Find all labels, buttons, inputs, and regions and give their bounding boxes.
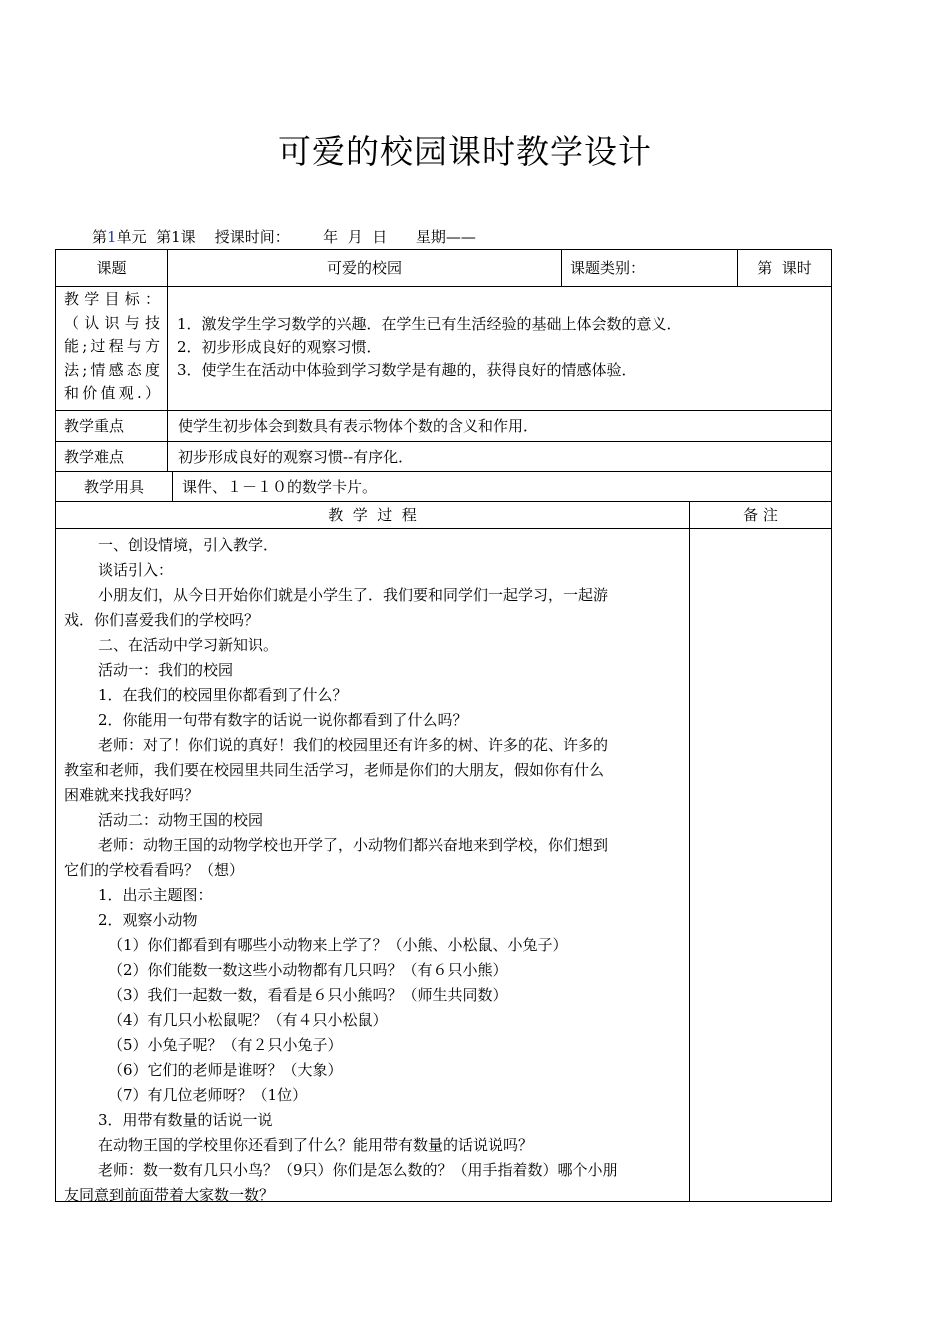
process-line: 1．出示主题图：: [98, 886, 213, 904]
process-line: 谈话引入：: [98, 561, 174, 579]
column-divider: [172, 471, 173, 501]
goals-label-line: 能;过程与方: [64, 337, 160, 356]
process-line: （2）你们能数一数这些小动物都有几只吗？（有６只小熊）: [108, 961, 508, 979]
row-divider: [55, 286, 832, 287]
process-line: 3．用带有数量的话说一说: [98, 1111, 273, 1129]
process-line: （1）你们都看到有哪些小动物来上学了？（小熊、小松鼠、小兔子）: [108, 936, 568, 954]
process-line: 老师：数一数有几只小鸟？（9只）你们是怎么数的？（用手指着数）哪个小朋: [98, 1161, 618, 1179]
goal-item: 2．初步形成良好的观察习惯．: [177, 338, 382, 356]
process-line: 在动物王国的学校里你还看到了什么？能用带有数量的话说说吗？: [98, 1136, 534, 1154]
lesson-meta: [92, 226, 476, 247]
goal-item: 1．激发学生学习数学的兴趣．在学生已有生活经验的基础上体会数的意义．: [177, 315, 682, 333]
notes-header: 备 注: [743, 506, 778, 524]
process-line: 友同意到前面带着大家数一数？: [64, 1186, 275, 1204]
weekday-label: 星期——: [415, 228, 476, 246]
goals-label-line: （认识与技: [64, 313, 160, 332]
process-line: 它们的学校看看吗？（想）: [64, 861, 245, 879]
goals-list: [177, 313, 682, 382]
column-divider: [689, 501, 690, 1202]
process-line: 老师：动物王国的动物学校也开学了，小动物们都兴奋地来到学校，你们想到: [98, 836, 609, 854]
topic-value: 可爱的校园: [326, 259, 402, 277]
goals-label: [64, 288, 160, 406]
row-divider: [55, 528, 832, 529]
process-line: 困难就来找我好吗？: [64, 786, 200, 804]
process-line: 1．在我们的校园里你都看到了什么？: [98, 686, 348, 704]
day-label: 日: [372, 228, 388, 246]
process-line: （4）有几只小松鼠呢？（有４只小松鼠）: [108, 1011, 388, 1029]
process-line: （5）小兔子呢？（有２只小兔子）: [108, 1036, 343, 1054]
topic-label: 课题: [96, 259, 127, 277]
process-line: 活动二：动物王国的校园: [98, 811, 264, 829]
month-label: 月: [347, 228, 363, 246]
key-label: 教学重点: [64, 417, 125, 435]
process-line: （7）有几位老师呀？（1位）: [108, 1086, 308, 1104]
process-line: 戏．你们喜爱我们的学校吗？: [64, 611, 260, 629]
process-line: 活动一：我们的校园: [98, 661, 234, 679]
category-label: 课题类别：: [570, 259, 646, 277]
goals-label-line: 和价值观.）: [64, 384, 160, 403]
year-label: 年: [323, 228, 339, 246]
difficulty-value: 初步形成良好的观察习惯--有序化．: [178, 447, 414, 466]
unit-suffix: 单元: [116, 228, 147, 246]
process-line: 2．你能用一句带有数字的话说一说你都看到了什么吗？: [98, 711, 468, 729]
process-line: 二、在活动中学习新知识。: [98, 636, 279, 654]
process-line: 一、创设情境，引入教学．: [98, 536, 279, 554]
process-line: 小朋友们，从今日开始你们就是小学生了．我们要和同学们一起学习，一起游: [98, 586, 609, 604]
process-body: [64, 533, 682, 1208]
process-line: （3）我们一起数一数，看看是６只小熊吗？（师生共同数）: [108, 986, 508, 1004]
unit-number: 1: [107, 228, 117, 246]
process-line: （6）它们的老师是谁呀？（大象）: [108, 1061, 343, 1079]
tools-value: 课件、１－１０的数学卡片。: [182, 477, 378, 496]
time-label: 授课时间：: [214, 228, 290, 246]
process-header: 教 学 过 程: [328, 506, 417, 524]
lesson-number: 第1课: [156, 228, 196, 246]
process-line: 教室和老师，我们要在校园里共同生活学习，老师是你们的大朋友，假如你有什么: [64, 761, 605, 779]
goals-label-line: 教学目标：: [64, 290, 160, 308]
tools-label: 教学用具: [83, 477, 144, 496]
key-value: 使学生初步体会到数具有表示物体个数的含义和作用．: [178, 417, 539, 435]
goals-label-line: 法;情感态度: [64, 360, 160, 379]
goal-item: 3．使学生在活动中体验到学习数学是有趣的，获得良好的情感体验．: [177, 361, 637, 379]
difficulty-label: 教学难点: [64, 447, 125, 466]
period-label: 第 课时: [757, 259, 812, 277]
page-title: 可爱的校园课时教学设计: [278, 132, 652, 171]
process-line: 2．观察小动物: [98, 911, 198, 929]
process-line: 老师：对了！你们说的真好！我们的校园里还有许多的树、许多的花、许多的: [98, 736, 609, 754]
unit-prefix: 第: [92, 228, 108, 246]
